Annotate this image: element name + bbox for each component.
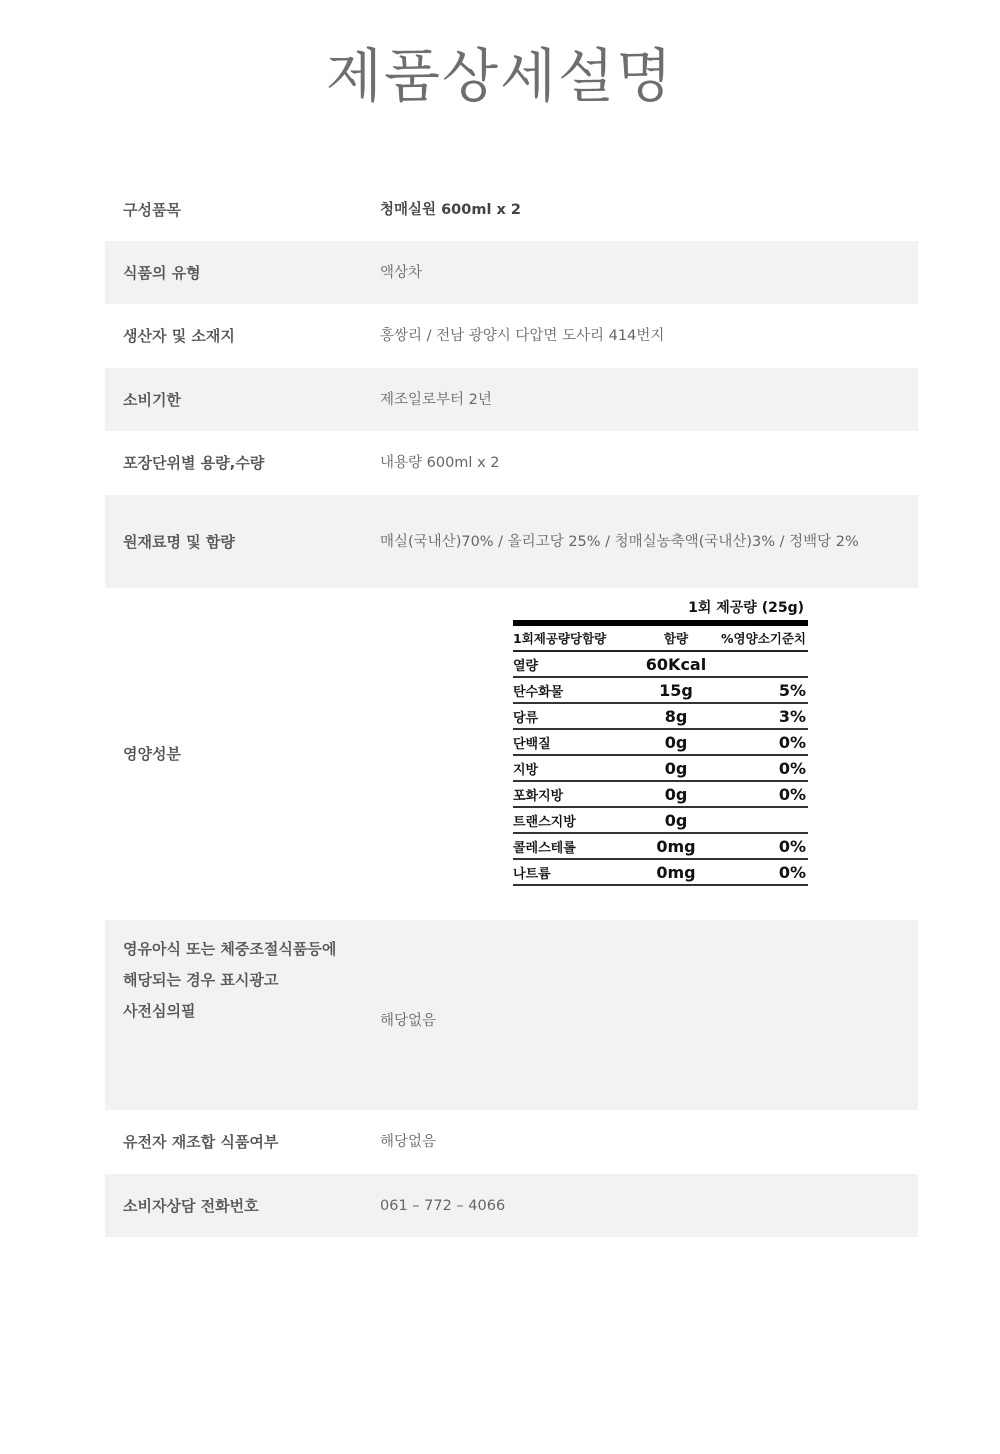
nutrition-row <box>513 782 808 808</box>
spec-value: 청매실원 600ml x 2 <box>380 201 521 218</box>
nutrient-amount: 0g <box>664 810 688 830</box>
spec-label: 원재료명 및 함량 <box>123 532 235 551</box>
nutrient-amount: 15g <box>659 680 693 700</box>
nutrition-row <box>513 834 808 860</box>
spec-label: 유전자 재조합 식품여부 <box>123 1133 279 1151</box>
nutrient-dv: 5% <box>778 680 806 700</box>
nutrient-name: 열량 <box>513 658 539 674</box>
nutrient-amount: 8g <box>664 706 688 726</box>
spec-row-capacity <box>105 431 918 495</box>
nutrient-amount: 0g <box>664 784 688 804</box>
spec-label: 포장단위별 용량,수량 <box>123 454 265 472</box>
spec-label-line: 영유아식 또는 체중조절식품등에 <box>123 940 337 958</box>
nutrient-name: 탄수화물 <box>513 684 564 700</box>
nutrient-name: 나트륨 <box>513 866 551 882</box>
spec-value: 061 – 772 – 4066 <box>380 1197 506 1214</box>
serving-size: 1회 제공량 (25g) <box>688 600 804 616</box>
nutrition-row <box>513 756 808 782</box>
nutrient-dv: 3% <box>778 706 806 726</box>
nutrient-dv: 0% <box>778 758 806 778</box>
nutrition-row <box>513 704 808 730</box>
spec-label: 식품의 유형 <box>123 263 201 282</box>
nutrient-name: 콜레스테롤 <box>513 840 576 856</box>
nutrient-name: 지방 <box>513 762 539 778</box>
nutrient-dv: 0% <box>778 784 806 804</box>
spec-label: 소비자상담 전화번호 <box>123 1196 259 1215</box>
spec-value: 제조일로부터 2년 <box>380 391 492 408</box>
nutrient-dv: 0% <box>778 732 806 752</box>
nutrient-name: 당류 <box>513 710 539 726</box>
page-title: 제품상세설명 <box>325 42 675 110</box>
spec-value: 매실(국내산)70% / 올리고당 25% / 청매실농축액(국내산)3% / 정백당 2% <box>380 533 859 550</box>
nutrient-dv: 0% <box>778 836 806 856</box>
spec-label <box>105 920 380 1027</box>
header-daily-value: %영양소기준치 <box>721 631 806 646</box>
nutrition-header <box>513 626 808 652</box>
spec-row-pre-review <box>105 920 918 1110</box>
spec-value: 홍쌍리 / 전남 광양시 다압면 도사리 414번지 <box>380 328 665 344</box>
nutrient-name: 단백질 <box>513 736 551 752</box>
nutrition-row <box>513 730 808 756</box>
spec-row-phone <box>105 1174 918 1237</box>
nutrient-amount: 0mg <box>656 862 696 882</box>
product-spec-table <box>105 178 918 1237</box>
spec-label: 영양성분 <box>123 745 181 763</box>
nutrient-name: 트랜스지방 <box>513 814 576 830</box>
nutrient-amount: 0mg <box>656 836 696 856</box>
spec-label: 생산자 및 소재지 <box>123 327 235 345</box>
spec-row-ingredients <box>105 495 918 588</box>
spec-label: 구성품목 <box>123 200 181 219</box>
spec-row-nutrition <box>105 588 918 920</box>
nutrition-row <box>513 808 808 834</box>
spec-value: 해당없음 <box>380 1013 437 1029</box>
spec-row-gmo <box>105 1110 918 1174</box>
spec-label-line: 해당되는 경우 표시광고 <box>123 971 279 989</box>
nutrient-amount: 0g <box>664 758 688 778</box>
nutrient-amount: 60Kcal <box>645 654 707 674</box>
spec-label: 소비기한 <box>123 390 181 409</box>
spec-row-food-type <box>105 241 918 304</box>
nutrition-row <box>513 678 808 704</box>
nutrition-facts-panel <box>513 596 808 886</box>
spec-row-components <box>105 178 918 241</box>
spec-row-expiry <box>105 368 918 431</box>
nutrition-row <box>513 860 808 886</box>
nutrient-amount: 0g <box>664 732 688 752</box>
nutrition-row <box>513 652 808 678</box>
nutrient-name: 포화지방 <box>513 788 564 804</box>
spec-value: 액상차 <box>380 264 423 281</box>
spec-label-line: 사전심의필 <box>123 1002 196 1020</box>
header-nutrient: 1회제공량당함량 <box>513 631 607 646</box>
spec-value: 내용량 600ml x 2 <box>380 455 500 471</box>
header-amount: 함량 <box>663 631 689 646</box>
spec-row-producer <box>105 304 918 368</box>
spec-value: 해당없음 <box>380 1134 437 1150</box>
nutrient-dv: 0% <box>778 862 806 882</box>
